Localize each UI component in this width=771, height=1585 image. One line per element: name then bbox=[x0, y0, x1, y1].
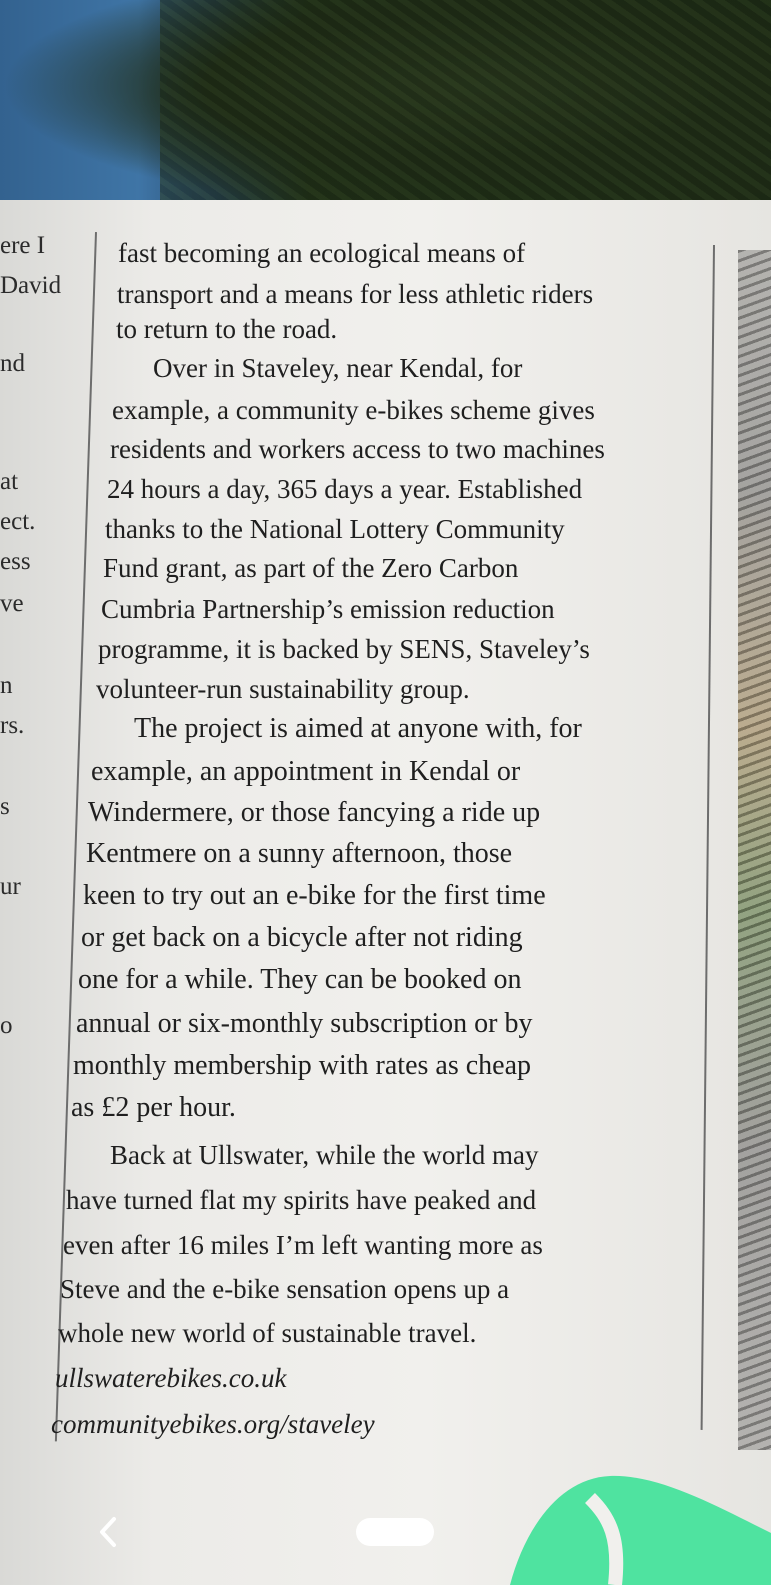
column-fragment: at bbox=[0, 468, 19, 495]
column-fragment: ess bbox=[0, 548, 31, 575]
article-line: fast becoming an ecological means of bbox=[118, 238, 526, 268]
tree-foliage bbox=[160, 0, 771, 215]
article-line: programme, it is backed by SENS, Staveley’s bbox=[98, 634, 590, 664]
magazine-photo-right bbox=[738, 250, 771, 1450]
article-line: thanks to the National Lottery Community bbox=[105, 514, 565, 544]
article-line: annual or six-monthly subscription or by bbox=[76, 1008, 533, 1039]
column-fragment: ur bbox=[0, 873, 21, 900]
column-fragment: s bbox=[0, 793, 10, 820]
article-line: Back at Ullswater, while the world may bbox=[110, 1140, 539, 1170]
article-line: Windermere, or those fancying a ride up bbox=[88, 797, 541, 828]
column-fragment: o bbox=[0, 1012, 13, 1039]
article-line: have turned flat my spirits have peaked and bbox=[66, 1185, 537, 1215]
article-line: example, an appointment in Kendal or bbox=[91, 756, 521, 787]
column-fragment: nd bbox=[0, 350, 25, 377]
article-line: Over in Staveley, near Kendal, for bbox=[153, 353, 523, 383]
article-line: or get back on a bicycle after not riding bbox=[81, 922, 523, 953]
column-fragment: n bbox=[0, 672, 13, 699]
article-line: even after 16 miles I’m left wanting more as bbox=[63, 1230, 543, 1260]
magazine-photo-top bbox=[0, 0, 771, 215]
article-line: monthly membership with rates as cheap bbox=[73, 1050, 531, 1081]
article-line: one for a while. They can be booked on bbox=[78, 964, 522, 995]
highlighter-mark bbox=[500, 1458, 771, 1585]
article-line: transport and a means for less athletic riders bbox=[117, 279, 594, 309]
column-fragment: ect. bbox=[0, 508, 36, 535]
website-link: communityebikes.org/staveley bbox=[51, 1409, 375, 1439]
column-fragment: rs. bbox=[0, 712, 25, 739]
article-line: example, a community e-bikes scheme gives bbox=[112, 395, 595, 425]
article-line: Fund grant, as part of the Zero Carbon bbox=[103, 553, 519, 583]
article-line: Steve and the e-bike sensation opens up a bbox=[60, 1274, 510, 1304]
column-fragment: ve bbox=[0, 590, 24, 617]
article-line: The project is aimed at anyone with, for bbox=[134, 713, 582, 744]
article-line: to return to the road. bbox=[116, 314, 338, 344]
article-line: 24 hours a day, 365 days a year. Established bbox=[107, 474, 583, 504]
article-line: whole new world of sustainable travel. bbox=[58, 1318, 477, 1348]
back-icon[interactable] bbox=[92, 1515, 126, 1549]
column-fragment: ere I bbox=[0, 232, 46, 259]
article-line: Cumbria Partnership’s emission reduction bbox=[101, 594, 555, 624]
article-line: volunteer-run sustainability group. bbox=[96, 674, 470, 704]
article-line: residents and workers access to two machines bbox=[110, 434, 605, 464]
column-fragment: David bbox=[0, 272, 62, 299]
article-line: keen to try out an e-bike for the first time bbox=[83, 880, 546, 911]
home-pill-button[interactable] bbox=[356, 1518, 434, 1546]
article-line: as £2 per hour. bbox=[71, 1092, 236, 1123]
website-link: ullswaterebikes.co.uk bbox=[55, 1363, 287, 1393]
article-line: Kentmere on a sunny afternoon, those bbox=[86, 838, 513, 869]
